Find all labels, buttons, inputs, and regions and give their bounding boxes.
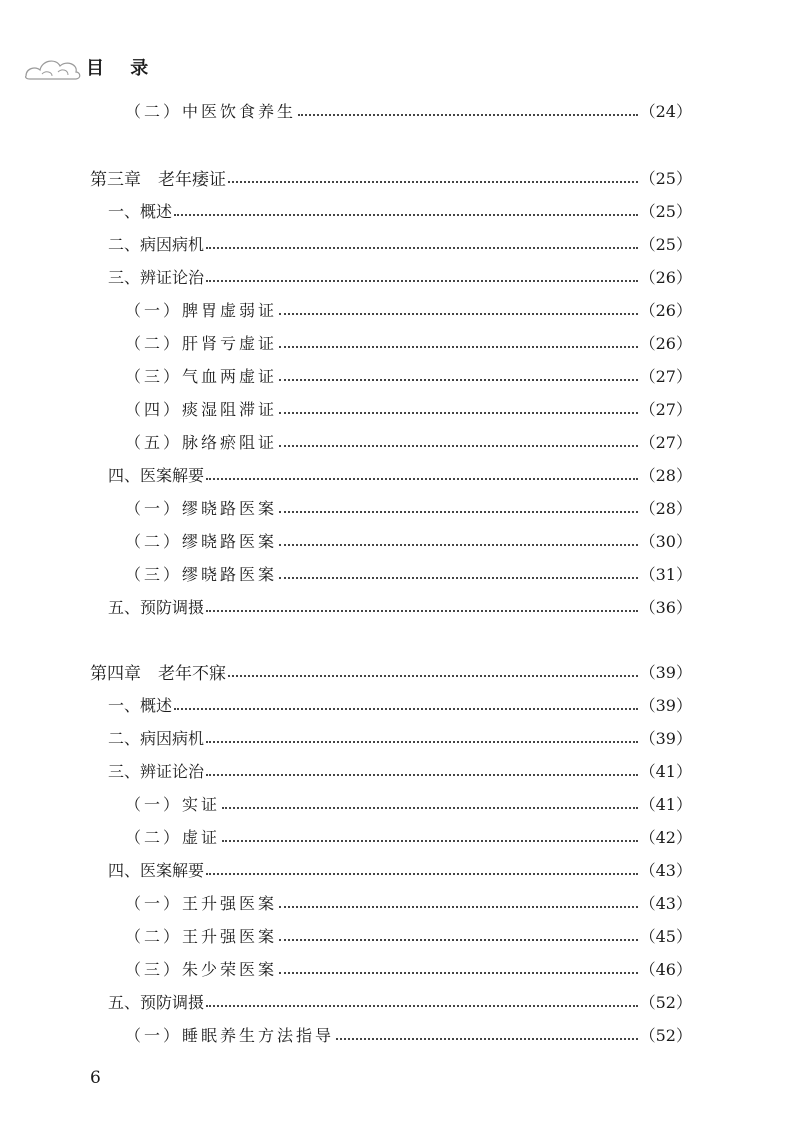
toc-dot-leader [206,610,638,612]
toc-entry[interactable] [0,920,800,950]
toc-entry-page: （25） [639,168,692,188]
toc-dot-leader [336,1038,638,1040]
toc-dot-leader [279,906,638,908]
toc-entry-page: （52） [639,992,692,1012]
page-number: 6 [90,1068,101,1088]
toc-entry-label: （五）脉络瘀阻证 [125,432,278,452]
toc-dot-leader [279,313,638,315]
toc-entry-label: （三）气血两虚证 [125,366,278,386]
toc-dot-leader [279,972,638,974]
toc-entry-page: （25） [639,201,692,221]
toc-entry[interactable] [0,426,800,456]
toc-entry-page: （39） [639,695,692,715]
toc-entry-page: （39） [639,662,692,682]
toc-entry[interactable] [0,1019,800,1049]
toc-entry-label: 第三章 老年痿证 [90,169,226,190]
toc-entry-page: （39） [639,728,692,748]
toc-entry-label: 二、病因病机 [108,728,205,748]
toc-entry-label: 三、辨证论治 [108,761,205,781]
toc-entry-label: （一）缪晓路医案 [125,498,278,518]
toc-entry[interactable] [0,525,800,555]
toc-entry-page: （43） [639,893,692,913]
toc-dot-leader [279,577,638,579]
toc-dot-leader [206,774,638,776]
toc-entry-page: （27） [639,399,692,419]
toc-dot-leader [298,114,638,116]
toc-entry-page: （28） [639,465,692,485]
toc-entry-label: （二）虚证 [125,827,221,847]
toc-entry-label: 四、医案解要 [108,465,205,485]
toc-entry-page: （26） [639,267,692,287]
toc-dot-leader [228,675,638,677]
toc-entry[interactable] [0,558,800,588]
toc-entry-page: （41） [639,761,692,781]
toc-entry[interactable] [0,228,800,258]
toc-entry[interactable] [0,821,800,851]
toc-entry-label: 四、医案解要 [108,860,205,880]
toc-entry-label: 五、预防调摄 [108,992,205,1012]
toc-entry[interactable] [0,327,800,357]
toc-entry-label: （三）朱少荣医案 [125,959,278,979]
toc-entry[interactable] [0,953,800,983]
toc-dot-leader [279,379,638,381]
toc-entry-page: （30） [639,531,692,551]
toc-entry[interactable] [0,294,800,324]
toc-entry[interactable] [0,195,800,225]
toc-entry-label: （一）实证 [125,794,221,814]
toc-dot-leader [279,939,638,941]
toc-entry-label: （二）王升强医案 [125,926,278,946]
toc-entry-page: （45） [639,926,692,946]
toc-entry[interactable] [0,788,800,818]
toc-entry-label: 二、病因病机 [108,234,205,254]
toc-entry[interactable] [0,360,800,390]
toc-entry-page: （24） [639,101,692,121]
toc-dot-leader [279,412,638,414]
toc-dot-leader [222,807,638,809]
toc-entry-label: 一、概述 [108,695,173,715]
toc-entry[interactable] [0,689,800,719]
toc-dot-leader [206,247,638,249]
toc-entry-label: （一）王升强医案 [125,893,278,913]
toc-entry-page: （41） [639,794,692,814]
toc-entry[interactable] [0,854,800,884]
toc-entry-page: （46） [639,959,692,979]
toc-entry-page: （42） [639,827,692,847]
toc-dot-leader [206,478,638,480]
toc-entry-page: （26） [639,333,692,353]
toc-entry-label: （三）缪晓路医案 [125,564,278,584]
toc-entry[interactable] [0,261,800,291]
toc-entry-page: （28） [639,498,692,518]
toc-entry-page: （27） [639,366,692,386]
toc-entry-page: （43） [639,860,692,880]
toc-entry[interactable] [0,722,800,752]
toc-entry-page: （25） [639,234,692,254]
toc-dot-leader [222,840,638,842]
toc-dot-leader [206,1005,638,1007]
toc-entry-page: （31） [639,564,692,584]
toc-dot-leader [279,511,638,513]
toc-entry-label: （四）痰湿阻滞证 [125,399,278,419]
toc-dot-leader [279,346,638,348]
toc-dot-leader [206,873,638,875]
toc-entry[interactable] [0,656,800,686]
toc-entry-page: （26） [639,300,692,320]
toc-entry-label: （一）脾胃虚弱证 [125,300,278,320]
toc-dot-leader [206,741,638,743]
toc-dot-leader [279,544,638,546]
toc-entry-label: （二）中医饮食养生 [125,101,297,121]
cloud-ornament-icon [22,50,84,84]
toc-entry[interactable] [0,755,800,785]
toc-entry[interactable] [0,95,800,125]
page-header [22,50,158,84]
toc-entry[interactable] [0,887,800,917]
toc-entry-label: （二）肝肾亏虚证 [125,333,278,353]
toc-entry-label: （一）睡眠养生方法指导 [125,1025,335,1045]
toc-entry-label: （二）缪晓路医案 [125,531,278,551]
toc-entry-page: （27） [639,432,692,452]
toc-entry-page: （36） [639,597,692,617]
toc-entry[interactable] [0,492,800,522]
toc-entry-label: 一、概述 [108,201,173,221]
toc-entry[interactable] [0,393,800,423]
toc-dot-leader [228,181,638,183]
page-header-title: 目 录 [86,58,159,79]
toc-dot-leader [174,214,638,216]
toc-entry-label: 三、辨证论治 [108,267,205,287]
toc-entry[interactable] [0,459,800,489]
toc-dot-leader [174,708,638,710]
toc-entry-label: 第四章 老年不寐 [90,663,226,684]
toc-entry-label: 五、预防调摄 [108,597,205,617]
toc-entry[interactable] [0,591,800,621]
toc-dot-leader [206,280,638,282]
toc-entry[interactable] [0,162,800,192]
toc-dot-leader [279,445,638,447]
toc-entry[interactable] [0,986,800,1016]
toc-entry-page: （52） [639,1025,692,1045]
